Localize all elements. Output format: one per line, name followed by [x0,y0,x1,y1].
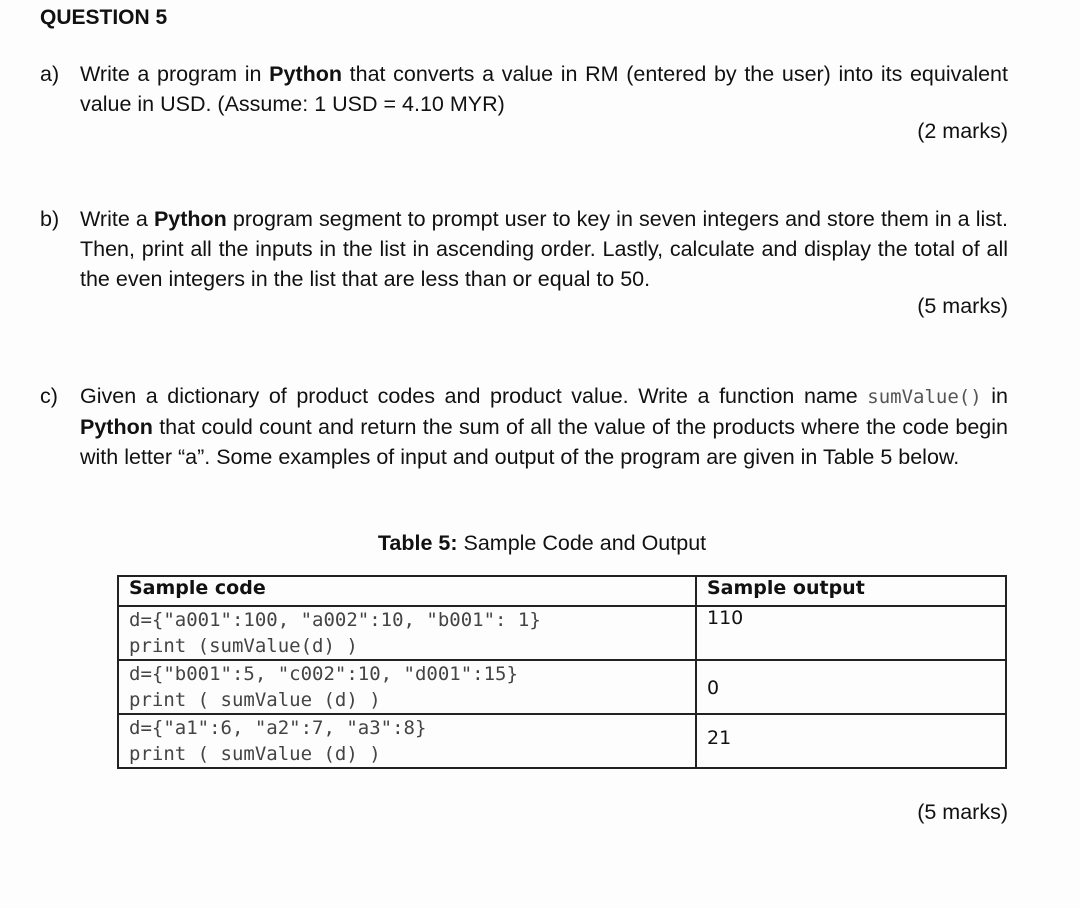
sample-table [117,575,1007,769]
part-a-text-2: that converts a value in RM (entered by the user) into its equivalent value in USD. (Assume: 1 USD = 4.10 MYR) [80,62,1008,116]
table-row [118,660,1006,714]
part-b-text [80,204,1008,294]
part-b-python: Python [153,207,227,231]
part-a-text [80,59,1008,119]
code-line: print (sumValue(d) ) [129,635,358,657]
part-b-text-2: program segment to prompt user to key in seven integers and store them in a list. Then, print all the inputs in the list in ascending order. Lastly, calculate and display the total of all the even integers in the list that are less than or equal to 50. [80,207,1008,291]
function-name-code: sumValue() [867,386,982,408]
table-header-row [118,576,1006,606]
code-cell [118,660,696,714]
part-a [40,59,1008,119]
part-c-text-3: that could count and return the sum of all the value of the products where the code begin with letter “a”. Some examples of input and output of the program are given in Table 5 below. [80,415,1008,469]
question-heading: QUESTION 5 [40,6,168,29]
part-a-python: Python [269,62,342,86]
code-line: d={"a1":6, "a2":7, "a3":8} [129,717,427,739]
table-caption-label: Table 5: [377,531,458,555]
code-line: print ( sumValue (d) ) [129,689,381,711]
code-line: d={"b001":5, "c002":10, "d001":15} [129,663,518,685]
part-a-text-1: Write a program in [80,62,270,86]
part-c-text-1: Given a dictionary of product codes and product value. Write a function name [80,384,868,408]
part-c [40,381,1008,472]
part-a-label: a) [40,62,60,86]
part-a-marks: (2 marks) [917,119,1008,143]
output-cell: 110 [696,606,1006,660]
code-cell [118,714,696,768]
part-b [40,204,1008,294]
part-b-text-1: Write a [80,207,154,231]
part-c-label: c) [40,384,58,408]
table-row [118,606,1006,660]
output-cell: 21 [696,714,1006,768]
part-b-marks: (5 marks) [917,294,1008,318]
output-cell: 0 [696,660,1006,714]
code-cell [118,606,696,660]
table-caption-text: Sample Code and Output [457,531,707,555]
part-c-text [80,381,1008,472]
header-sample-output: Sample output [696,576,1006,606]
part-c-marks: (5 marks) [917,800,1008,824]
part-c-text-2: in [981,384,1008,408]
table-caption [0,531,1080,556]
code-line: print ( sumValue (d) ) [129,743,381,765]
table-row [118,714,1006,768]
part-c-python: Python [80,415,153,439]
part-b-label: b) [40,207,60,231]
header-sample-code: Sample code [118,576,696,606]
code-line: d={"a001":100, "a002":10, "b001": 1} [129,609,541,631]
